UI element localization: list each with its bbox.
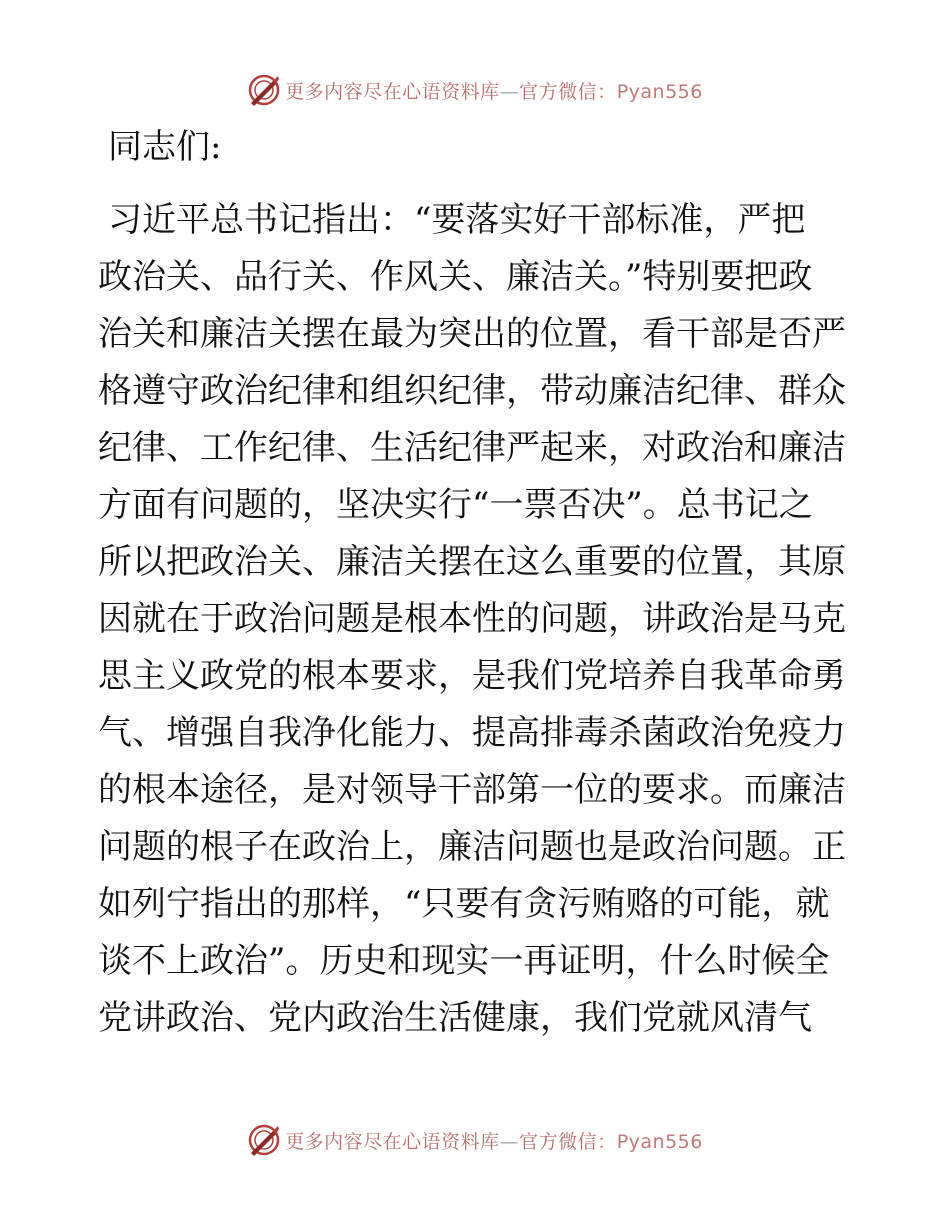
banner-wechat-id: Pyan556 [616,1130,703,1153]
banner-text [285,77,703,104]
text-line: 治关和廉洁关摆在最为突出的位置，看干部是否严 [98,314,846,354]
text-line: 党讲政治、党内政治生活健康，我们党就风清气 [98,998,812,1038]
banner-main-text: 更多内容尽在心语资料库 [285,80,500,103]
pen-logo-icon [247,1123,281,1157]
text-line: 习近平总书记指出：“要落实好干部标准，严把 [108,200,806,240]
banner-wechat-label: 官方微信： [519,80,617,103]
text-line: 因就在于政治问题是根本性的问题，讲政治是马克 [98,599,846,639]
text-line: 思主义政党的根本要求，是我们党培养自我革命勇 [98,656,846,696]
text-line: 的根本途径，是对领导干部第一位的要求。而廉洁 [98,770,846,810]
text-line: 问题的根子在政治上，廉洁问题也是政治问题。正 [98,827,846,867]
header-banner [0,70,950,110]
text-line: 方面有问题的，坚决实行“一票否决”。总书记之 [98,485,813,525]
text-line: 所以把政治关、廉洁关摆在这么重要的位置，其原 [98,542,846,582]
text-line: 气、增强自我净化能力、提高排毒杀菌政治免疫力 [98,713,846,753]
pen-logo-icon [247,73,281,107]
banner-text [285,1127,703,1154]
banner-separator: — [499,1130,520,1153]
text-line: 纪律、工作纪律、生活纪律严起来，对政治和廉洁 [98,428,846,468]
banner-main-text: 更多内容尽在心语资料库 [285,1130,500,1153]
footer-banner [0,1120,950,1160]
greeting: 同志们: [108,127,222,167]
text-line: 格遵守政治纪律和组织纪律，带动廉洁纪律、群众 [98,371,846,411]
banner-wechat-label: 官方微信： [519,1130,617,1153]
text-line: 政治关、品行关、作风关、廉洁关。”特别要把政 [98,257,813,297]
text-line: 如列宁指出的那样，“只要有贪污贿赂的可能，就 [98,884,830,924]
text-line: 谈不上政治”。历史和现实一再证明，什么时候全 [98,941,830,981]
banner-wechat-id: Pyan556 [616,80,703,103]
body-paragraph [98,192,858,1047]
banner-separator: — [499,80,520,103]
